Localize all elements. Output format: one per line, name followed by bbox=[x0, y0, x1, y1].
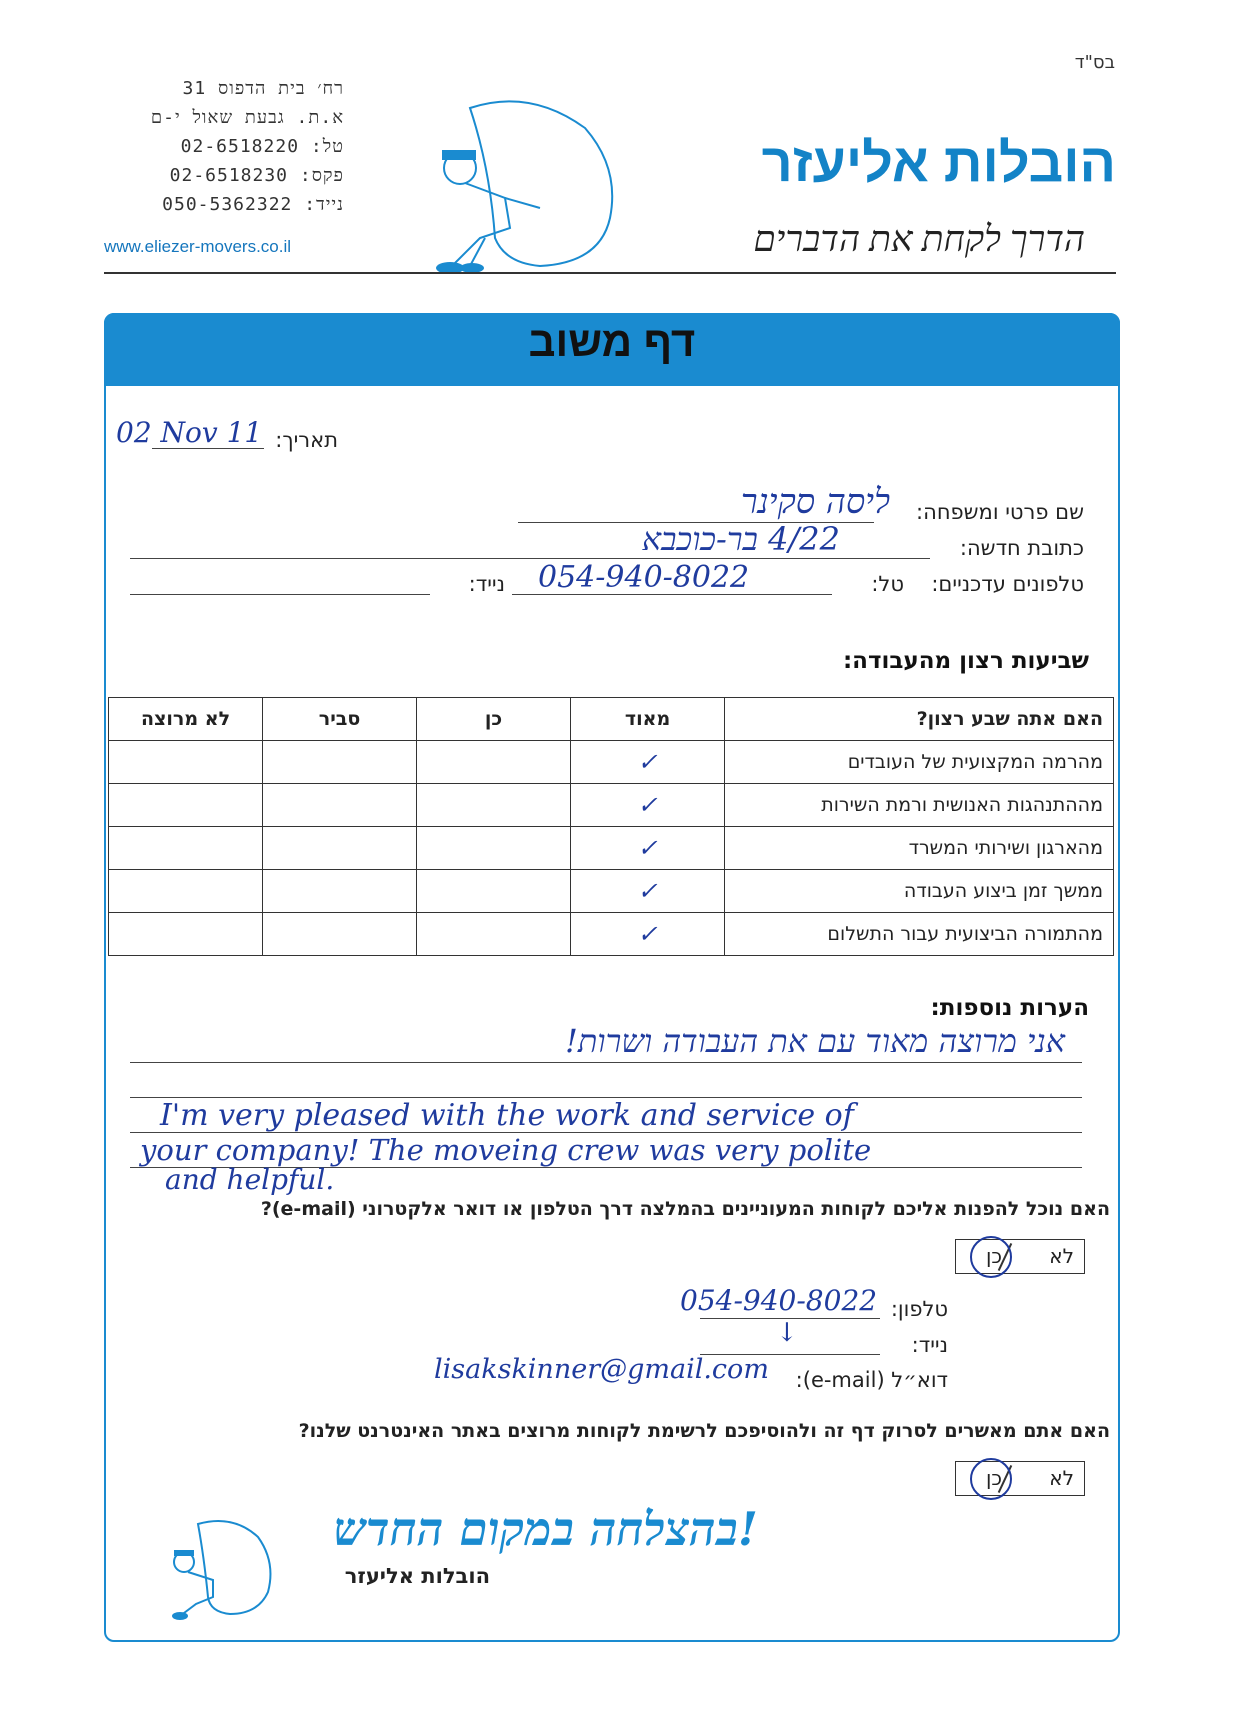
date-label: תאריך: bbox=[275, 428, 338, 452]
very-cell[interactable]: ✓ bbox=[571, 741, 725, 784]
table-row bbox=[109, 827, 1114, 870]
contact-line-phone: טל: 02-6518220 bbox=[180, 136, 344, 157]
row-label: מהרמה המקצועית של העובדים bbox=[725, 741, 1114, 784]
column-header: האם אתה שבע רצון? bbox=[725, 698, 1114, 741]
comment-line-1 bbox=[130, 1062, 1082, 1063]
column-header: סביר bbox=[263, 698, 417, 741]
mobile-label: נייד: bbox=[468, 572, 505, 596]
reasonable-cell[interactable] bbox=[263, 784, 417, 827]
mover-mascot-small-icon bbox=[158, 1512, 278, 1622]
unsatisfied-cell[interactable] bbox=[109, 784, 263, 827]
table-header-row bbox=[109, 698, 1114, 741]
mobile-line bbox=[130, 594, 430, 595]
footer-brand: הובלות אליעזר bbox=[344, 1564, 490, 1588]
satisfaction-table bbox=[108, 697, 1114, 956]
row-label: מהתמורה הביצועית עבור התשלום bbox=[725, 913, 1114, 956]
comment-text-1[interactable]: I'm very pleased with the work and service of bbox=[160, 1098, 854, 1133]
unsatisfied-cell[interactable] bbox=[109, 913, 263, 956]
very-cell[interactable]: ✓ bbox=[571, 913, 725, 956]
mover-mascot-icon bbox=[410, 88, 630, 278]
referral-phone-label: טלפון: bbox=[890, 1297, 948, 1321]
yes-option[interactable]: כן bbox=[985, 1244, 1002, 1268]
tel-label: טל: bbox=[871, 572, 904, 596]
table-row bbox=[109, 741, 1114, 784]
referral-question: האם נוכל להפנות אליכם לקוחות המעוניינים בהמלצה דרך הטלפון או דואר אלקטרוני (e-mail)? bbox=[260, 1198, 1110, 1220]
selected-circle bbox=[970, 1458, 1012, 1500]
table-row bbox=[109, 870, 1114, 913]
publish-question: האם אתם מאשרים לסרוק דף זה ולהוסיפכם לרשימת לקוחות מרוצים באתר האינטרנט שלנו? bbox=[298, 1420, 1110, 1442]
yes-cell[interactable] bbox=[417, 870, 571, 913]
referral-yes-no-box[interactable] bbox=[955, 1239, 1085, 1274]
reasonable-cell[interactable] bbox=[263, 827, 417, 870]
row-label: ממשך זמן ביצוע העבודה bbox=[725, 870, 1114, 913]
no-option[interactable]: לא bbox=[1049, 1466, 1074, 1490]
comment-text-2[interactable]: your company! The moveing crew was very polite bbox=[140, 1133, 872, 1167]
yes-cell[interactable] bbox=[417, 784, 571, 827]
contact-line-area: א.ת. גבעת שאול י-ם bbox=[150, 107, 344, 128]
tel-value[interactable]: 054-940-8022 bbox=[538, 560, 750, 595]
selected-circle bbox=[970, 1236, 1012, 1278]
referral-email-label: דוא״ל (e-mail): bbox=[795, 1368, 948, 1392]
footer-wish: !בהצלחה במקום החדש bbox=[333, 1502, 758, 1556]
table-row bbox=[109, 913, 1114, 956]
date-value[interactable]: 02 Nov 11 bbox=[116, 416, 263, 449]
yes-option[interactable]: כן bbox=[985, 1466, 1002, 1490]
no-option[interactable]: לא bbox=[1049, 1244, 1074, 1268]
satisfaction-title: שביעות רצון מהעבודה: bbox=[842, 648, 1089, 674]
yes-cell[interactable] bbox=[417, 827, 571, 870]
very-cell[interactable]: ✓ bbox=[571, 784, 725, 827]
column-header: מאוד bbox=[571, 698, 725, 741]
row-label: מהארגון ושירותי המשרד bbox=[725, 827, 1114, 870]
unsatisfied-cell[interactable] bbox=[109, 870, 263, 913]
name-label: שם פרטי ומשפחה: bbox=[916, 500, 1084, 524]
reasonable-cell[interactable] bbox=[263, 870, 417, 913]
reasonable-cell[interactable] bbox=[263, 741, 417, 784]
referral-mobile-label: נייד: bbox=[911, 1333, 948, 1357]
bsd-mark: בס"ד bbox=[1074, 52, 1115, 73]
unsatisfied-cell[interactable] bbox=[109, 741, 263, 784]
comment-text-3[interactable]: and helpful. bbox=[165, 1163, 335, 1196]
form-title: דף משוב bbox=[528, 318, 696, 365]
publish-yes-no-box[interactable] bbox=[955, 1461, 1085, 1496]
column-header: כן bbox=[417, 698, 571, 741]
contact-line-address: רח׳ בית הדפוס 31 bbox=[182, 78, 344, 99]
yes-cell[interactable] bbox=[417, 741, 571, 784]
yes-cell[interactable] bbox=[417, 913, 571, 956]
very-cell[interactable]: ✓ bbox=[571, 870, 725, 913]
row-label: מההתנהגות האנושית ורמת השירות bbox=[725, 784, 1114, 827]
reasonable-cell[interactable] bbox=[263, 913, 417, 956]
down-arrow-icon: ↓ bbox=[776, 1318, 798, 1348]
address-value[interactable]: 4/22 בר-כוכבא bbox=[641, 520, 840, 558]
contact-block bbox=[104, 74, 344, 219]
brand-slogan: הדרך לקחת את הדברים bbox=[753, 219, 1085, 259]
very-cell[interactable]: ✓ bbox=[571, 827, 725, 870]
comments-title: הערות נוספות: bbox=[930, 995, 1089, 1021]
phones-label: טלפונים עדכניים: bbox=[931, 572, 1084, 596]
referral-email-value[interactable]: lisakskinner@gmail.com bbox=[434, 1354, 769, 1385]
column-header: לא מרוצה bbox=[109, 698, 263, 741]
contact-line-fax: פקס: 02-6518230 bbox=[169, 165, 344, 186]
referral-phone-value[interactable]: 054-940-8022 bbox=[680, 1284, 878, 1317]
address-line bbox=[130, 558, 930, 559]
table-row bbox=[109, 784, 1114, 827]
brand-title: הובלות אליעזר bbox=[761, 133, 1116, 193]
website-link[interactable]: www.eliezer-movers.co.il bbox=[104, 237, 292, 256]
header-divider bbox=[104, 272, 1116, 274]
unsatisfied-cell[interactable] bbox=[109, 827, 263, 870]
address-label: כתובת חדשה: bbox=[959, 536, 1084, 560]
contact-line-mobile: נייד: 050-5362322 bbox=[162, 194, 344, 215]
name-value[interactable]: ליסה סקינר bbox=[740, 482, 890, 522]
comment-text-hebrew[interactable]: אני מרוצה מאוד עם את העבודה ושרות! bbox=[565, 1022, 1065, 1060]
